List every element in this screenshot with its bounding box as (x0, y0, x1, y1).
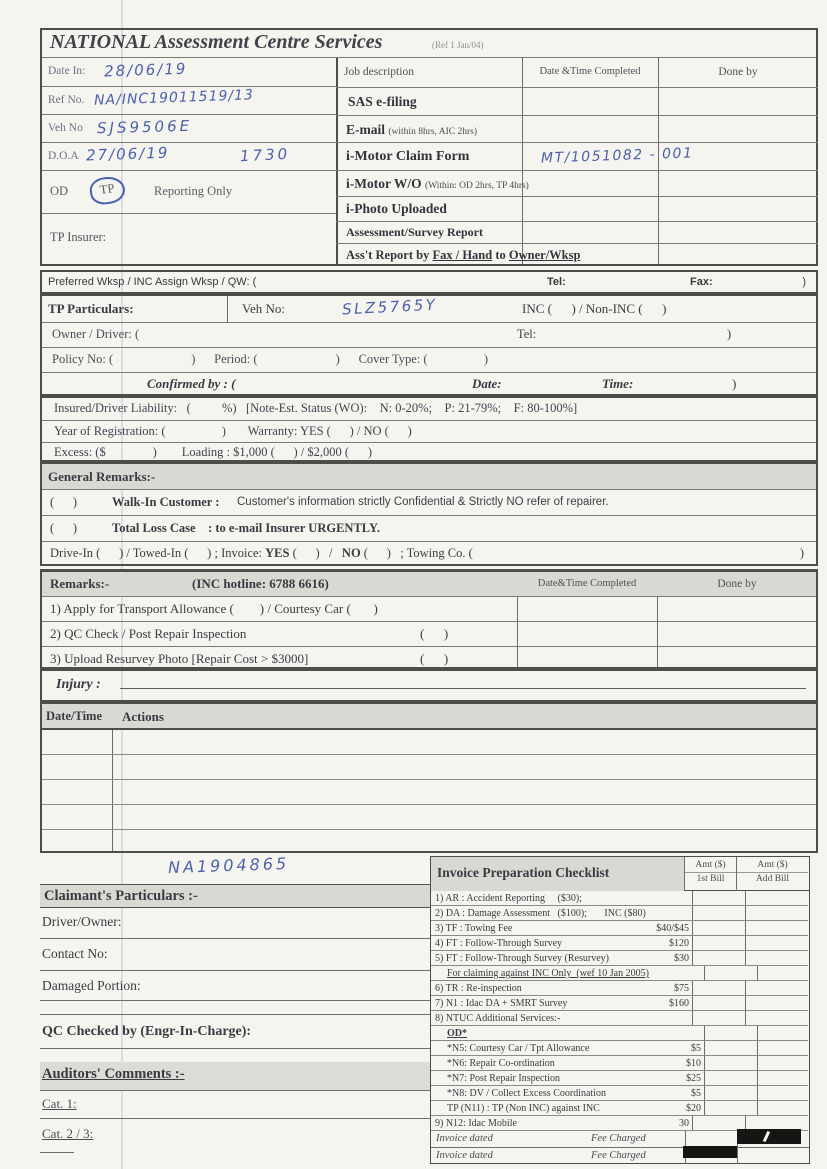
actions-box (40, 702, 818, 853)
job-row-photo (336, 197, 818, 222)
job-email-label: E-mail (within 8hrs, AIC 2hrs) (346, 122, 478, 137)
wksp-tel-label: Tel: (547, 276, 566, 288)
field-line (40, 970, 430, 971)
invoice-dated-label: Invoice dated (436, 1133, 493, 1144)
invoice-item-add-bill-cell (757, 1026, 808, 1040)
invoice-item-add-bill-cell (757, 1086, 808, 1100)
invoice-item-amount (665, 1026, 704, 1040)
invoice-dated-label: Invoice dated (436, 1150, 493, 1161)
invoice-item-text: 7) N1 : Idac DA + SMRT Survey (435, 998, 568, 1009)
invoice-header (431, 857, 809, 891)
invoice-item-row (431, 936, 808, 951)
job-row-email (336, 116, 818, 143)
tp-row-policy (42, 348, 816, 373)
job-claim-form-label: i-Motor Claim Form (346, 149, 470, 164)
job-row-assessment (336, 222, 818, 244)
invoice-item-amount: $5 (691, 1088, 701, 1099)
actions-empty-row (42, 730, 816, 755)
invoice-footer-row-2 (431, 1148, 809, 1164)
field-line (40, 1014, 430, 1015)
invoice-item-row (431, 921, 808, 936)
total-loss-bold: Total Loss Case : to e-mail Insurer URGENTLY. (112, 521, 380, 535)
title-row (42, 30, 816, 58)
veh-no-row (42, 115, 336, 143)
tp-insurer-row (42, 214, 336, 264)
job-wo-note: (Within: OD 2hrs, TP 4hrs) (425, 181, 529, 191)
invoice-item-add-bill-cell (745, 921, 808, 935)
total-loss-paren: ( ) (50, 521, 78, 535)
tp-veh-no-label: Veh No: (242, 301, 285, 316)
invoice-item-row (431, 996, 808, 1011)
invoice-item-add-bill-cell (745, 891, 808, 905)
invoice-item-row (431, 1041, 808, 1056)
amt-add-bill-line2: Add Bill (737, 872, 808, 884)
remarks-hotline: (INC hotline: 6788 6616) (192, 576, 329, 591)
invoice-item-1st-bill-cell (704, 1056, 757, 1070)
wksp-row-box (40, 270, 818, 294)
drive-in-line: Drive-In ( ) / Towed-In ( ) ; Invoice: YES ( ) / NO ( ) ; Towing Co. ( (50, 546, 473, 560)
invoice-item-add-bill-cell (745, 1116, 808, 1130)
invoice-item-row (431, 891, 808, 906)
redaction-block (737, 1129, 801, 1144)
wksp-close-paren: ) (802, 276, 806, 288)
invoice-item-text: 9) N12: Idac Mobile (435, 1118, 517, 1129)
invoice-item-text: 3) TF : Towing Fee (435, 923, 513, 934)
wksp-label: Preferred Wksp / INC Assign Wksp / QW: ( (48, 276, 257, 288)
claim-ref-handwritten: NA1904865 (167, 853, 290, 878)
invoice-item-text: *N6: Repair Co-ordination (447, 1058, 555, 1069)
invoice-item-amount: $120 (669, 938, 689, 949)
status-box (40, 396, 818, 462)
invoice-item-amount: $5 (691, 1043, 701, 1054)
job-photo-label: i-Photo Uploaded (346, 201, 447, 216)
claim-form-value-handwritten: MT/1051082 - 001 (540, 145, 694, 167)
confirmed-close-paren: ) (732, 376, 737, 391)
invoice-item-add-bill-cell (757, 1056, 808, 1070)
invoice-item-row (431, 1086, 808, 1101)
invoice-item-1st-bill-cell (692, 891, 745, 905)
invoice-item-add-bill-cell (745, 951, 808, 965)
owner-driver-label: Owner / Driver: ( (52, 327, 140, 341)
excess-row (42, 443, 816, 462)
doa-row (42, 143, 336, 171)
tp-insurer-label: TP Insurer: (50, 230, 107, 244)
remarks-r3-text: 3) Upload Resurvey Photo [Repair Cost > $3000] (50, 651, 309, 666)
job-col-done-by: Done by (718, 66, 758, 78)
claimant-header-band (40, 884, 430, 908)
invoice-item-add-bill-cell (745, 996, 808, 1010)
claimant-title: Claimant's Particulars :- (44, 888, 198, 904)
date-in-label: Date In: (48, 65, 86, 77)
actions-empty-row (42, 755, 816, 780)
invoice-item-row (431, 906, 808, 921)
reporting-only-label: Reporting Only (154, 184, 233, 198)
walk-in-rest: Customer's information strictly Confidential & Strictly NO refer of repairer. (237, 496, 609, 508)
general-remarks-header (42, 464, 816, 490)
field-line (40, 1000, 430, 1001)
job-assessment-label: Assessment/Survey Report (346, 225, 483, 239)
invoice-item-1st-bill-cell (692, 996, 745, 1010)
redaction-scratch (763, 1131, 770, 1142)
invoice-item-row (431, 1011, 808, 1026)
job-email-note: (within 8hrs, AIC 2hrs) (388, 127, 478, 137)
invoice-item-1st-bill-cell (704, 1086, 757, 1100)
field-line (40, 1048, 430, 1049)
invoice-item-1st-bill-cell (692, 906, 745, 920)
invoice-item-1st-bill-cell (692, 981, 745, 995)
invoice-item-add-bill-cell (757, 966, 808, 980)
fee-charged-label: Fee Charged (591, 1150, 646, 1161)
invoice-checklist-box (430, 856, 810, 1164)
invoice-item-text: OD* (447, 1028, 467, 1039)
cat23-label: Cat. 2 / 3: (42, 1126, 94, 1141)
invoice-item-row (431, 1101, 808, 1116)
remarks-r2-text: 2) QC Check / Post Repair Inspection (50, 626, 247, 641)
job-row-claim-form (336, 143, 818, 171)
invoice-item-add-bill-cell (745, 981, 808, 995)
invoice-item-amount: 30 (679, 1118, 689, 1129)
remarks-header (42, 572, 816, 597)
invoice-item-1st-bill-cell (692, 1116, 745, 1130)
total-loss-row (42, 516, 816, 542)
excess-line: Excess: ($ ) Loading : $1,000 ( ) / $2,000 ( ) (54, 445, 373, 459)
invoice-item-amount: $10 (686, 1058, 701, 1069)
veh-no-label: Veh No (48, 122, 83, 134)
invoice-item-add-bill-cell (757, 1101, 808, 1115)
od-tp-row (42, 171, 336, 214)
job-row-sas-efiling (336, 88, 818, 116)
injury-writing-line (120, 688, 806, 689)
invoice-col2-header (737, 857, 808, 891)
field-line (40, 938, 430, 939)
job-wo-label: i-Motor W/O (Within: OD 2hrs, TP 4hrs) (346, 176, 529, 191)
invoice-item-amount: $75 (674, 983, 689, 994)
actions-col-datetime: Date/Time (46, 709, 103, 723)
drive-in-row (42, 542, 816, 566)
invoice-item-text: 2) DA : Damage Assessment ($100); INC ($80) (435, 908, 646, 919)
invoice-item-1st-bill-cell (692, 1011, 745, 1025)
job-col-description: Job description (344, 66, 414, 78)
remarks-col-date: Date&Time Completed (537, 578, 637, 589)
invoice-col1-header (685, 857, 737, 891)
job-table (336, 58, 818, 264)
invoice-item-row (431, 1026, 808, 1041)
ref-no-value-handwritten: NA/INC19011519/13 (93, 87, 255, 109)
invoice-item-amount (653, 1011, 692, 1025)
remarks-col-done: Done by (717, 578, 757, 590)
header-box (40, 28, 818, 266)
invoice-item-1st-bill-cell (692, 936, 745, 950)
job-row-motor-wo (336, 171, 818, 197)
invoice-items (431, 891, 808, 1131)
tp-row-veh (42, 296, 816, 323)
job-sas-label: SAS e-filing (348, 94, 417, 109)
invoice-item-text: 4) FT : Follow-Through Survey (435, 938, 563, 949)
invoice-item-add-bill-cell (745, 936, 808, 950)
invoice-title-band (431, 857, 685, 891)
cat1-label: Cat. 1: (42, 1096, 77, 1111)
invoice-item-1st-bill-cell (704, 1071, 757, 1085)
invoice-item-1st-bill-cell (704, 1041, 757, 1055)
ref-no-row (42, 87, 336, 115)
tp-divider (227, 296, 228, 323)
invoice-item-1st-bill-cell (704, 966, 757, 980)
field-line (40, 1118, 430, 1119)
fee-charged-label: Fee Charged (591, 1133, 646, 1144)
confirmed-time-label: Time: (602, 376, 634, 391)
invoice-item-add-bill-cell (757, 1071, 808, 1085)
invoice-item-add-bill-cell (745, 1011, 808, 1025)
invoice-item-amount: $25 (686, 1073, 701, 1084)
wksp-fax-label: Fax: (690, 276, 713, 288)
tp-particulars-box (40, 294, 818, 396)
liability-line: Insured/Driver Liability: ( %) [Note-Est. Status (WO): N: 0-20%; P: 21-79%; F: 80-100%] (54, 401, 578, 415)
invoice-item-text: For claiming against INC Only (wef 10 Jan 2005) (447, 968, 649, 979)
form-title-ref: (Ref 1 Jan/04) (432, 40, 484, 50)
damaged-portion-label: Damaged Portion: (42, 978, 141, 993)
invoice-item-text: *N5: Courtesy Car / Tpt Allowance (447, 1043, 590, 1054)
general-remarks-box (40, 462, 818, 566)
tp-veh-no-handwritten: SLZ5765Y (341, 295, 438, 319)
invoice-title: Invoice Preparation Checklist (437, 865, 610, 880)
amt-1st-bill-line2: 1st Bill (685, 872, 736, 884)
field-line (40, 1152, 74, 1153)
confirmed-by-label: Confirmed by : ( (147, 376, 236, 391)
year-row (42, 421, 816, 443)
driver-owner-label: Driver/Owner: (42, 914, 122, 929)
job-asst-report-label: Ass't Report by Fax / Hand to Owner/Wksp (346, 248, 581, 262)
invoice-item-text: 1) AR : Accident Reporting ($30); (435, 893, 582, 904)
remarks-title: Remarks:- (50, 576, 110, 591)
invoice-item-text: *N7: Post Repair Inspection (447, 1073, 561, 1084)
invoice-item-add-bill-cell (745, 906, 808, 920)
actions-empty-row (42, 830, 816, 855)
actions-col-actions: Actions (122, 709, 164, 724)
redaction-block (683, 1146, 737, 1158)
invoice-item-text: 8) NTUC Additional Services:- (435, 1013, 561, 1024)
actions-header (42, 704, 816, 730)
amt-add-bill-line1: Amt ($) (757, 860, 788, 870)
walk-in-bold: Walk-In Customer : (112, 495, 220, 509)
walk-in-paren: ( ) (50, 495, 78, 509)
tp-inc-noninc-label: INC ( ) / Non-INC ( ) (522, 301, 667, 316)
intake-pane (42, 58, 338, 264)
drive-in-close-paren: ) (799, 546, 804, 560)
injury-label: Injury : (56, 677, 101, 692)
tp-particulars-label: TP Particulars: (48, 301, 134, 316)
policy-period-cover-line: Policy No: ( ) Period: ( ) Cover Type: ( ) (52, 352, 489, 366)
invoice-item-add-bill-cell (757, 1041, 808, 1055)
owner-close-paren: ) (727, 327, 732, 341)
field-line (40, 1090, 430, 1091)
remarks-r2-paren: ( ) (420, 626, 449, 641)
invoice-footer-divider (737, 1148, 738, 1164)
amt-1st-bill-line1: Amt ($) (695, 860, 726, 870)
invoice-item-amount: $40/$45 (656, 923, 689, 934)
confirmed-date-label: Date: (472, 376, 502, 391)
tp-row-confirmed (42, 373, 816, 396)
invoice-item-1st-bill-cell (704, 1101, 757, 1115)
doa-date-handwritten: 27/06/19 (85, 143, 170, 165)
ref-no-label: Ref No. (48, 94, 85, 106)
doa-time-handwritten: 1730 (239, 144, 291, 166)
job-row-asst-report (336, 244, 818, 268)
invoice-item-text: TP (N11) : TP (Non INC) against INC (447, 1103, 600, 1114)
invoice-item-row (431, 1056, 808, 1071)
tp-circled-label: TP (88, 175, 126, 207)
od-label: OD (50, 184, 69, 198)
invoice-item-row (431, 966, 808, 981)
remarks-row-2 (42, 622, 816, 647)
invoice-item-1st-bill-cell (692, 951, 745, 965)
invoice-item-amount: $30 (674, 953, 689, 964)
invoice-item-row (431, 1071, 808, 1086)
tp-row-owner (42, 323, 816, 348)
invoice-item-amount (653, 906, 692, 920)
walk-in-row (42, 490, 816, 516)
remarks-r3-paren: ( ) (420, 651, 449, 666)
remarks-row-1 (42, 597, 816, 622)
auditors-comments-label: Auditors' Comments :- (42, 1066, 185, 1082)
job-header-row (336, 58, 818, 88)
invoice-item-text: *N8: DV / Collect Excess Coordination (447, 1088, 606, 1099)
qc-checked-label: QC Checked by (Engr-In-Charge): (42, 1024, 252, 1039)
veh-no-value-handwritten: SJS9506E (96, 116, 193, 138)
owner-tel-label: Tel: (517, 327, 537, 341)
invoice-item-amount: $20 (686, 1103, 701, 1114)
invoice-item-row (431, 981, 808, 996)
invoice-item-amount: $160 (669, 998, 689, 1009)
invoice-item-text: 5) FT : Follow-Through Survey (Resurvey) (435, 953, 609, 964)
remarks-r1-text: 1) Apply for Transport Allowance ( ) / Courtesy Car ( ) (50, 601, 378, 616)
injury-box (40, 669, 818, 702)
year-line: Year of Registration: ( ) Warranty: YES ( ) / NO ( ) (54, 424, 412, 438)
doa-label: D.O.A (48, 150, 79, 162)
job-col-date-completed: Date &Time Completed (539, 66, 641, 77)
form-title: NATIONAL Assessment Centre Services (50, 31, 383, 53)
invoice-item-amount (665, 966, 704, 980)
date-in-value-handwritten: 28/06/19 (103, 59, 188, 81)
contact-no-label: Contact No: (42, 946, 108, 961)
invoice-item-row (431, 951, 808, 966)
actions-empty-row (42, 780, 816, 805)
invoice-item-1st-bill-cell (692, 921, 745, 935)
general-remarks-title: General Remarks:- (48, 469, 156, 484)
date-in-row (42, 58, 336, 87)
invoice-item-amount (653, 891, 692, 905)
remarks-box (40, 569, 818, 669)
actions-empty-row (42, 805, 816, 830)
invoice-item-text: 6) TR : Re-inspection (435, 983, 522, 994)
liability-row (42, 398, 816, 421)
invoice-item-1st-bill-cell (704, 1026, 757, 1040)
